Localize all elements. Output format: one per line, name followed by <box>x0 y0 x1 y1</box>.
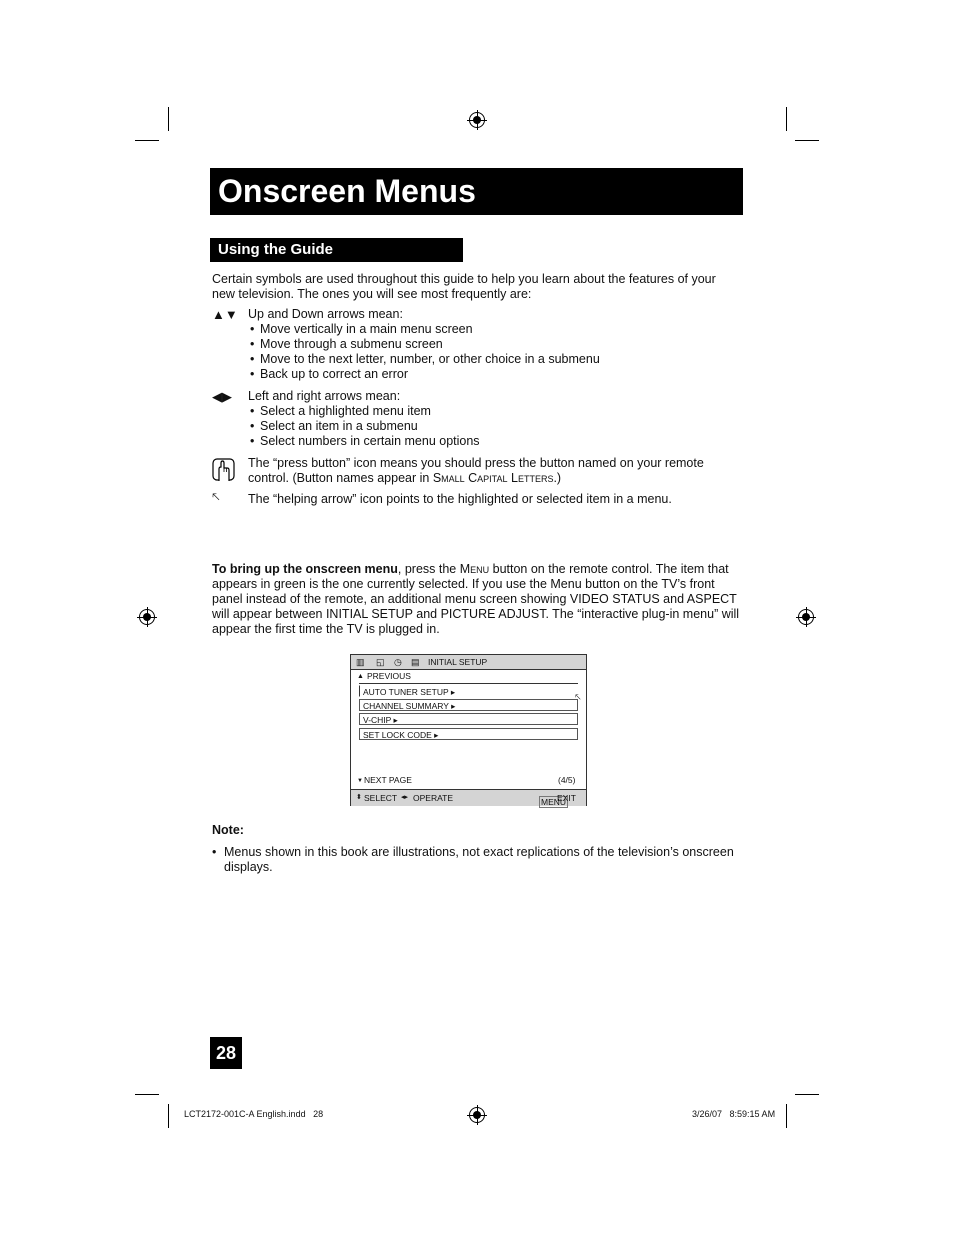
registration-mark-icon <box>469 1107 485 1123</box>
crop-mark <box>135 140 159 141</box>
menu-exit: EXIT <box>557 793 576 803</box>
crop-mark <box>168 1104 169 1128</box>
menu-item[interactable]: SET LOCK CODE ▸ <box>359 728 578 740</box>
menu-item[interactable]: CHANNEL SUMMARY ▸ <box>359 699 578 711</box>
leftright-heading: Left and right arrows mean: <box>248 389 401 403</box>
up-down-arrows-icon: ▲▼ <box>212 307 238 322</box>
crop-mark <box>135 1094 159 1095</box>
helping-arrow-icon: 🡔 <box>575 692 581 702</box>
bring-up-paragraph: To bring up the onscreen menu, press the Menu button on the remote control. The item that appears in green is the one currently selected. If you use the Menu button on the TV’s front panel instead of the remote, an additional menu screen showing VIDEO STATUS and ASPECT will appear between INITIAL SETUP and PICTURE ADJUST. The “interactive plug-in menu” will appear the first time the TV is plugged in. <box>212 562 740 636</box>
note-heading: Note: <box>212 823 244 837</box>
crop-mark <box>786 107 787 131</box>
audio-tab-icon: ◱ <box>376 657 385 667</box>
crop-mark <box>795 1094 819 1095</box>
menu-page-indicator: (4/5) <box>558 775 576 785</box>
press-button-icon <box>212 457 236 483</box>
page-title: Onscreen Menus <box>218 173 476 209</box>
leftright-arrow-icon: ◂▸ <box>401 794 409 801</box>
leftright-block <box>248 389 748 449</box>
updown-heading: Up and Down arrows mean: <box>248 307 403 321</box>
picture-tab-icon: ▥ <box>356 657 365 667</box>
menu-select: SELECT <box>364 793 398 803</box>
intro-paragraph: Certain symbols are used throughout this guide to help you learn about the features of your new television. The ones you will see most frequently are: <box>212 272 716 301</box>
menu-next-page: NEXT PAGE <box>364 775 412 785</box>
page-number: 28 <box>215 1043 237 1063</box>
registration-mark-icon <box>798 609 814 625</box>
section-title-bar <box>210 238 463 262</box>
menu-header-title: INITIAL SETUP <box>428 657 488 667</box>
updown-block <box>248 307 748 382</box>
menu-illustration <box>350 654 587 806</box>
menu-header <box>351 655 586 670</box>
slug-file: LCT2172-001C-A English.indd 28 <box>184 1109 324 1119</box>
list-item: • Move to the next letter, number, or other choice in a submenu <box>248 352 748 367</box>
updown-list <box>248 322 748 382</box>
menu-previous: PREVIOUS <box>367 671 411 681</box>
list-item: • Back up to correct an error <box>248 367 748 382</box>
helping-arrow-icon: 🡔 <box>212 490 220 504</box>
registration-mark-icon <box>469 112 485 128</box>
left-right-arrows-icon: ◀▶ <box>212 389 232 404</box>
clock-tab-icon: ◷ <box>394 657 402 667</box>
menu-footer <box>351 789 586 806</box>
note-item: • Menus shown in this book are illustrations, not exact replications of the television’s onscreen displays. <box>212 845 746 875</box>
menu-item[interactable]: V-CHIP ▸ <box>359 713 578 725</box>
list-item: • Move through a submenu screen <box>248 337 748 352</box>
press-button-text: The “press button” icon means you should press the button named on your remote control. (Button names appear in Small Capital Letters.) <box>248 456 704 485</box>
up-arrow-icon: ▲ <box>357 673 364 680</box>
registration-mark-icon <box>139 609 155 625</box>
updown-arrow-icon: ⬍ <box>356 794 362 801</box>
list-item: • Select a highlighted menu item <box>248 404 748 419</box>
list-item: • Select numbers in certain menu options <box>248 434 748 449</box>
page-title-bar <box>210 168 743 215</box>
page-number-box <box>210 1037 242 1069</box>
crop-mark <box>795 140 819 141</box>
leftright-list <box>248 404 748 449</box>
list-item: • Select an item in a submenu <box>248 419 748 434</box>
divider <box>359 683 578 684</box>
setup-tab-icon: ▤ <box>411 657 420 667</box>
list-item: • Move vertically in a main menu screen <box>248 322 748 337</box>
menu-button-icon: MENU <box>541 797 567 807</box>
helping-arrow-text: The “helping arrow” icon points to the highlighted or selected item in a menu. <box>248 492 672 506</box>
crop-mark <box>168 107 169 131</box>
menu-item[interactable]: AUTO TUNER SETUP ▸ <box>359 685 578 697</box>
section-title: Using the Guide <box>218 241 334 258</box>
down-arrow-icon: ▼ <box>357 778 363 784</box>
slug-date: 3/26/07 8:59:15 AM <box>692 1109 776 1119</box>
menu-operate: OPERATE <box>413 793 453 803</box>
crop-mark <box>786 1104 787 1128</box>
